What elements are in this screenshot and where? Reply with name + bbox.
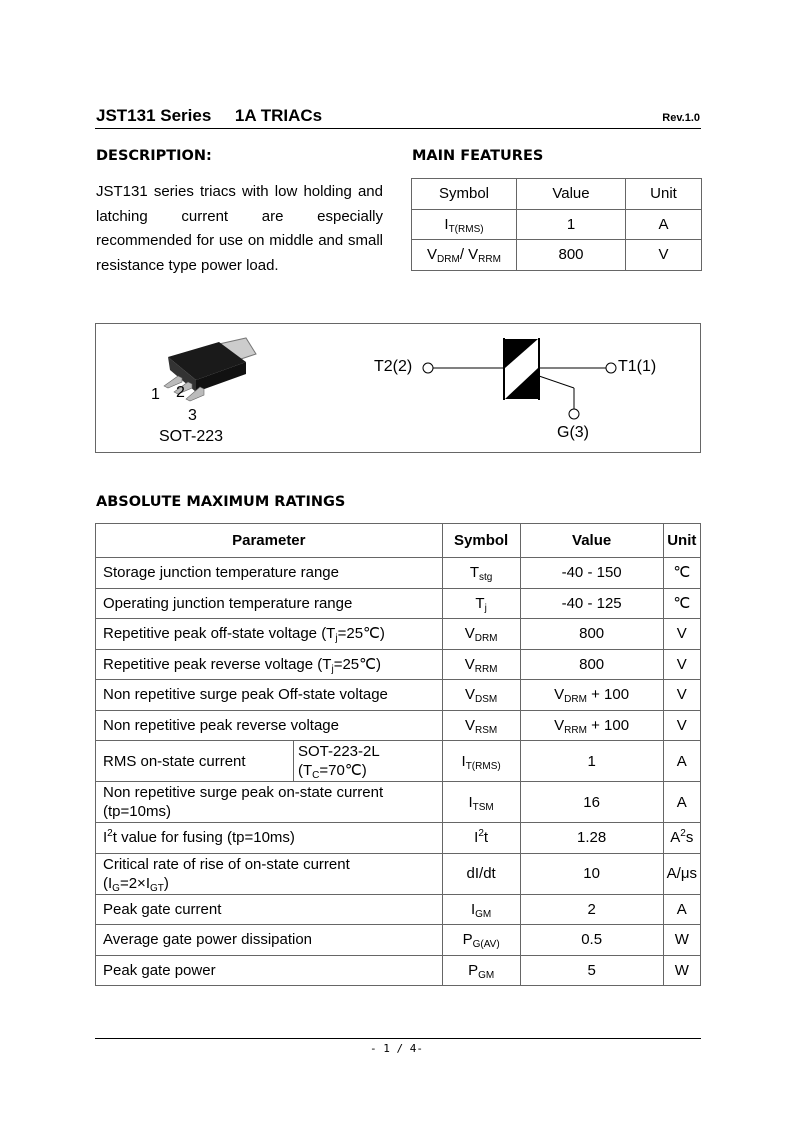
header-cell: Unit — [663, 524, 700, 558]
unit-cell: A — [626, 209, 702, 240]
table-row — [412, 240, 702, 271]
symbol-cell: $P_{GM}$ — [442, 955, 520, 986]
unit-cell: W — [663, 955, 700, 986]
unit-cell: A — [663, 741, 700, 782]
value-cell: 0.5 — [520, 925, 663, 956]
param-cell: Operating junction temperature range — [96, 588, 443, 619]
unit-cell: $A^2s$ — [663, 823, 700, 854]
description-heading: DESCRIPTION: — [96, 148, 212, 164]
table-row — [96, 853, 701, 894]
package-name: SOT-223 — [159, 428, 224, 445]
table-row — [412, 209, 702, 240]
header-cell: Symbol — [412, 179, 517, 210]
symbol-cell: $T_j$ — [442, 588, 520, 619]
table-row — [96, 588, 701, 619]
value-cell: 800 — [520, 619, 663, 650]
value-cell: -40 - 125 — [520, 588, 663, 619]
table-row — [96, 741, 701, 782]
symbol-cell: $V_{RRM}$ — [442, 649, 520, 680]
value-cell: 800 — [517, 240, 626, 271]
header-cell: Unit — [626, 179, 702, 210]
param-cell: Non repetitive surge peak Off-state voltage — [96, 680, 443, 711]
unit-cell: A/μs — [663, 853, 700, 894]
param-cell: Peak gate power — [96, 955, 443, 986]
unit-cell: V — [663, 710, 700, 741]
ratings-heading: ABSOLUTE MAXIMUM RATINGS — [96, 494, 346, 510]
header-cell: Value — [520, 524, 663, 558]
value-cell: $V_{DRM} + 100$ — [520, 680, 663, 711]
unit-cell: V — [663, 619, 700, 650]
pin-label-2: 2 — [176, 384, 185, 401]
table-header-row — [412, 179, 702, 210]
param-cell: Peak gate current — [96, 894, 443, 925]
table-row — [96, 619, 701, 650]
value-cell: 1 — [517, 209, 626, 240]
table-row — [96, 649, 701, 680]
value-cell: 10 — [520, 853, 663, 894]
param-cell: Average gate power dissipation — [96, 925, 443, 956]
symbol-cell: $I_{T(RMS)}$ — [412, 209, 517, 240]
param-cell: Repetitive peak off-state voltage $(T_j=25℃)$ — [96, 619, 443, 650]
symbol-cell: $I_{GM}$ — [442, 894, 520, 925]
symbol-cell: $I_{T(RMS)}$ — [442, 741, 520, 782]
param-cell: Critical rate of rise of on-state current $(I_G=2\times I_{GT})$ — [96, 853, 443, 894]
header-cell: Symbol — [442, 524, 520, 558]
unit-cell: A — [663, 782, 700, 823]
table-row — [96, 823, 701, 854]
description-text: JST131 series triacs with low holding and latching current are especially recommended for use on middle and small resistance type power load. — [96, 183, 383, 274]
pin-label-3: 3 — [188, 407, 197, 424]
unit-cell: A — [663, 894, 700, 925]
symbol-cell: $I_{TSM}$ — [442, 782, 520, 823]
terminal-t2-label: T2(2) — [374, 358, 413, 375]
main-features-heading: MAIN FEATURES — [412, 148, 544, 164]
param-cell: Non repetitive peak reverse voltage — [96, 710, 443, 741]
param-cell: RMS on-state current — [96, 741, 294, 782]
value-cell: 800 — [520, 649, 663, 680]
header-rule — [95, 128, 701, 129]
value-cell: $V_{RRM} + 100$ — [520, 710, 663, 741]
value-cell: -40 - 150 — [520, 558, 663, 589]
terminal-t1-label: T1(1) — [618, 358, 657, 375]
revision-label: Rev.1.0 — [662, 112, 700, 124]
unit-cell: V — [663, 649, 700, 680]
param-cell: Non repetitive surge peak on-state current (tp=10ms) — [96, 782, 443, 823]
footer-rule — [95, 1038, 701, 1039]
main-features-table — [411, 178, 702, 271]
symbol-cell: $V_{RSM}$ — [442, 710, 520, 741]
document-title: JST131 Series 1A TRIACs — [96, 106, 323, 125]
table-row — [96, 894, 701, 925]
unit-cell: V — [626, 240, 702, 271]
table-row — [96, 782, 701, 823]
table-row — [96, 680, 701, 711]
value-cell: 2 — [520, 894, 663, 925]
value-cell: 16 — [520, 782, 663, 823]
symbol-cell: $T_{stg}$ — [442, 558, 520, 589]
pin-label-1: 1 — [151, 386, 160, 403]
symbol-cell: dI/dt — [442, 853, 520, 894]
table-row — [96, 710, 701, 741]
header-cell: Parameter — [96, 524, 443, 558]
symbol-cell: $P_{G(AV)}$ — [442, 925, 520, 956]
table-row — [96, 955, 701, 986]
unit-cell: W — [663, 925, 700, 956]
table-header-row — [96, 524, 701, 558]
param-cell: Storage junction temperature range — [96, 558, 443, 589]
symbol-cell: $V_{DRM}/$ $V_{RRM}$ — [412, 240, 517, 271]
symbol-cell: $I^2t$ — [442, 823, 520, 854]
condition-cell: SOT-223-2L $(T_C=70℃)$ — [294, 741, 443, 782]
unit-cell: ℃ — [663, 558, 700, 589]
table-row — [96, 558, 701, 589]
unit-cell: V — [663, 680, 700, 711]
value-cell: 5 — [520, 955, 663, 986]
gate-label: G(3) — [557, 424, 589, 441]
ratings-table — [95, 523, 701, 986]
table-row — [96, 925, 701, 956]
package-diagram-box — [95, 323, 701, 453]
symbol-cell: $V_{DSM}$ — [442, 680, 520, 711]
param-cell: Repetitive peak reverse voltage $(T_j=25℃)$ — [96, 649, 443, 680]
unit-cell: ℃ — [663, 588, 700, 619]
value-cell: 1 — [520, 741, 663, 782]
symbol-cell: $V_{DRM}$ — [442, 619, 520, 650]
param-cell: $I^2t$ value for fusing (tp=10ms) — [96, 823, 443, 854]
header-cell: Value — [517, 179, 626, 210]
page-number: - 1 / 4- — [370, 1042, 423, 1055]
value-cell: 1.28 — [520, 823, 663, 854]
